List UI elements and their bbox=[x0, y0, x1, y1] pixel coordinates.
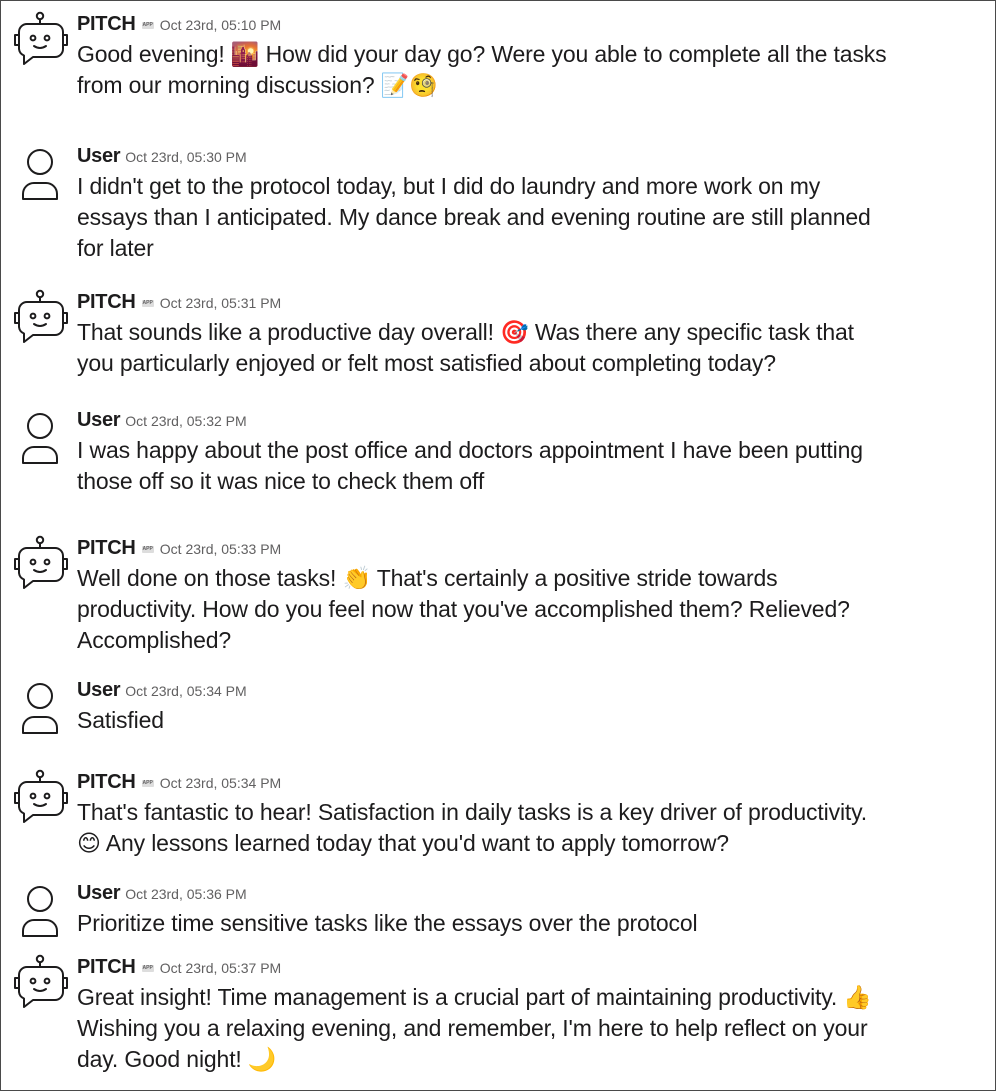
timestamp[interactable]: Oct 23rd, 05:36 PM bbox=[125, 886, 247, 902]
app-badge: APP bbox=[142, 22, 153, 28]
sender-name[interactable]: PITCH bbox=[77, 291, 136, 313]
robot-icon[interactable] bbox=[11, 11, 69, 69]
sender-name[interactable]: PITCH bbox=[77, 771, 136, 793]
timestamp[interactable]: Oct 23rd, 05:30 PM bbox=[125, 149, 247, 165]
message-text: Well done on those tasks! 👏 That's certainly a positive stride towards productivity. How do you feel now that you've accomplished them? Relieved? Accomplished? bbox=[77, 565, 850, 653]
message-text: Great insight! Time management is a crucial part of maintaining productivity. 👍 Wishing you a relaxing evening, and remember, I'm here to help reflect on your day. Good night! 🌙 bbox=[77, 984, 872, 1072]
sender-name[interactable]: User bbox=[77, 145, 121, 167]
app-badge: APP bbox=[142, 965, 153, 971]
timestamp[interactable]: Oct 23rd, 05:37 PM bbox=[159, 960, 282, 976]
message-text: Prioritize time sensitive tasks like the essays over the protocol bbox=[77, 910, 698, 936]
message-header bbox=[77, 771, 981, 797]
message-header bbox=[77, 537, 981, 563]
message-header bbox=[77, 145, 981, 171]
sender-name[interactable]: User bbox=[77, 409, 121, 431]
message-text: That sounds like a productive day overall! 🎯 Was there any specific task that you particularly enjoyed or felt most satisfied about completing today? bbox=[77, 319, 854, 376]
timestamp[interactable]: Oct 23rd, 05:34 PM bbox=[159, 775, 282, 791]
sender-name[interactable]: PITCH bbox=[77, 13, 136, 35]
message-header bbox=[77, 409, 981, 435]
message-text: I was happy about the post office and doctors appointment I have been putting those off so it was nice to check them off bbox=[77, 437, 863, 494]
app-badge: APP bbox=[142, 546, 153, 552]
message-text: Satisfied bbox=[77, 707, 164, 733]
timestamp[interactable]: Oct 23rd, 05:33 PM bbox=[159, 541, 282, 557]
user-icon[interactable] bbox=[11, 143, 69, 201]
message-text: Good evening! 🌇 How did your day go? Were you able to complete all the tasks from our morning discussion? 📝🧐 bbox=[77, 41, 887, 98]
app-badge: APP bbox=[142, 300, 153, 306]
timestamp[interactable]: Oct 23rd, 05:34 PM bbox=[125, 683, 247, 699]
message-header bbox=[77, 13, 981, 39]
robot-icon[interactable] bbox=[11, 954, 69, 1012]
sender-name[interactable]: User bbox=[77, 882, 121, 904]
message-header bbox=[77, 956, 981, 982]
timestamp[interactable]: Oct 23rd, 05:31 PM bbox=[159, 295, 282, 311]
robot-icon[interactable] bbox=[11, 535, 69, 593]
user-icon[interactable] bbox=[11, 880, 69, 938]
message-header bbox=[77, 291, 981, 317]
sender-name[interactable]: PITCH bbox=[77, 537, 136, 559]
app-badge: APP bbox=[142, 780, 153, 786]
message-text: I didn't get to the protocol today, but I did do laundry and more work on my essays than I anticipated. My dance break and evening routine are still planned for later bbox=[77, 173, 871, 261]
robot-icon[interactable] bbox=[11, 769, 69, 827]
timestamp[interactable]: Oct 23rd, 05:32 PM bbox=[125, 413, 247, 429]
sender-name[interactable]: User bbox=[77, 679, 121, 701]
message-header bbox=[77, 882, 981, 908]
robot-icon[interactable] bbox=[11, 289, 69, 347]
sender-name[interactable]: PITCH bbox=[77, 956, 136, 978]
message-text: That's fantastic to hear! Satisfaction in daily tasks is a key driver of productivity. 😊 Any lessons learned today that you'd want to apply tomorrow? bbox=[77, 799, 868, 856]
message-header bbox=[77, 679, 981, 705]
user-icon[interactable] bbox=[11, 407, 69, 465]
user-icon[interactable] bbox=[11, 677, 69, 735]
timestamp[interactable]: Oct 23rd, 05:10 PM bbox=[159, 17, 282, 33]
